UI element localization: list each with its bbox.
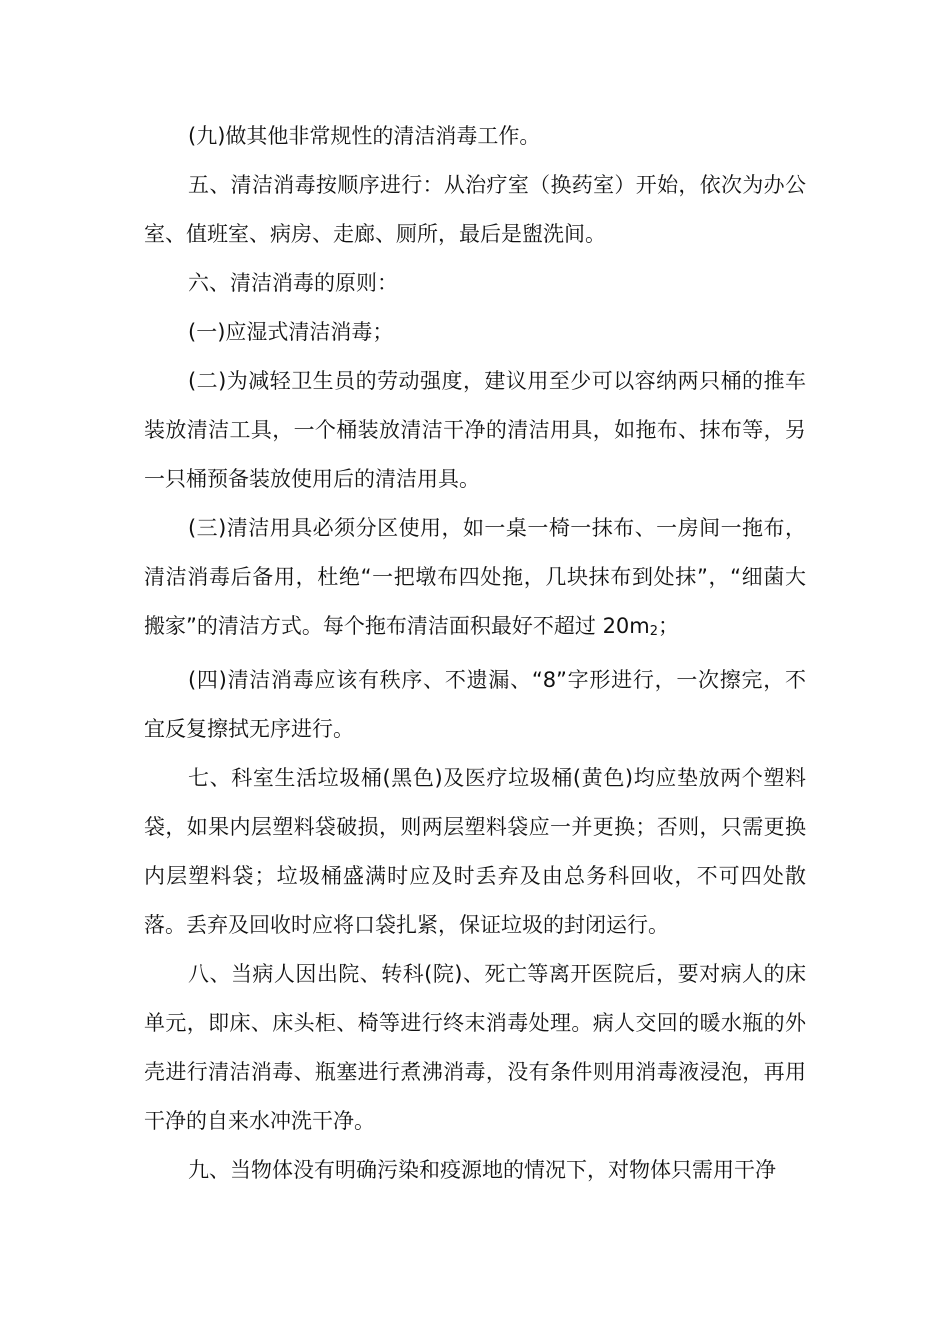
paragraph-other-cleaning: (九)做其他非常规性的清洁消毒工作。 <box>188 124 541 148</box>
area-value: 20m <box>595 614 650 638</box>
paragraph-wet-cleaning: (一)应湿式清洁消毒； <box>188 320 394 344</box>
area-unit-subscript: 2 <box>649 624 659 639</box>
paragraph-terminal-disinfection: 八、当病人因出院、转科(院)、死亡等离开医院后，要对病人的床单元，即床、床头柜、椅等进行终末消毒处理。病人交回的暖水瓶的外壳进行清洁消毒、瓶塞进行煮沸消毒，没有条件则用消毒液浸泡，再用干净的自来水冲洗干净。 <box>144 962 806 1133</box>
paragraph-cleaning-cart: (二)为减轻卫生员的劳动强度，建议用至少可以容纳两只桶的推车装放清洁工具，一个桶装放清洁干净的清洁用具，如拖布、抹布等，另一只桶预备装放使用后的清洁用具。 <box>144 369 806 491</box>
paragraph-zoned-tools <box>144 504 806 656</box>
paragraph-no-contamination: 九、当物体没有明确污染和疫源地的情况下，对物体只需用干净 <box>188 1158 776 1182</box>
paragraph-cleaning-order: 五、清洁消毒按顺序进行：从治疗室（换药室）开始，依次为办公室、值班室、病房、走廊、厕所，最后是盥洗间。 <box>144 173 806 246</box>
paragraph-principles-heading: 六、清洁消毒的原则： <box>188 271 398 295</box>
paragraph-orderly-wiping: (四)清洁消毒应该有秩序、不遗漏、“8”字形进行，一次擦完，不宜反复擦拭无序进行。 <box>144 668 806 741</box>
paragraph-trash-bins: 七、科室生活垃圾桶(黑色)及医疗垃圾桶(黄色)均应垫放两个塑料袋，如果内层塑料袋破损，则两层塑料袋应一并更换；否则，只需更换内层塑料袋；垃圾桶盛满时应及时丢弃及由总务科回收，不可四处散落。丢弃及回收时应将口袋扎紧，保证垃圾的封闭运行。 <box>144 766 806 937</box>
area-end: ； <box>658 614 680 638</box>
zoned-tools-text: (三)清洁用具必须分区使用，如一桌一椅一抹布、一房间一拖布，清洁消毒后备用，杜绝“一把墩布四处拖，几块抹布到处抹”，“细菌大搬家”的清洁方式。每个拖布清洁面积最好不超过 <box>144 516 806 638</box>
document-body <box>144 112 806 1195</box>
